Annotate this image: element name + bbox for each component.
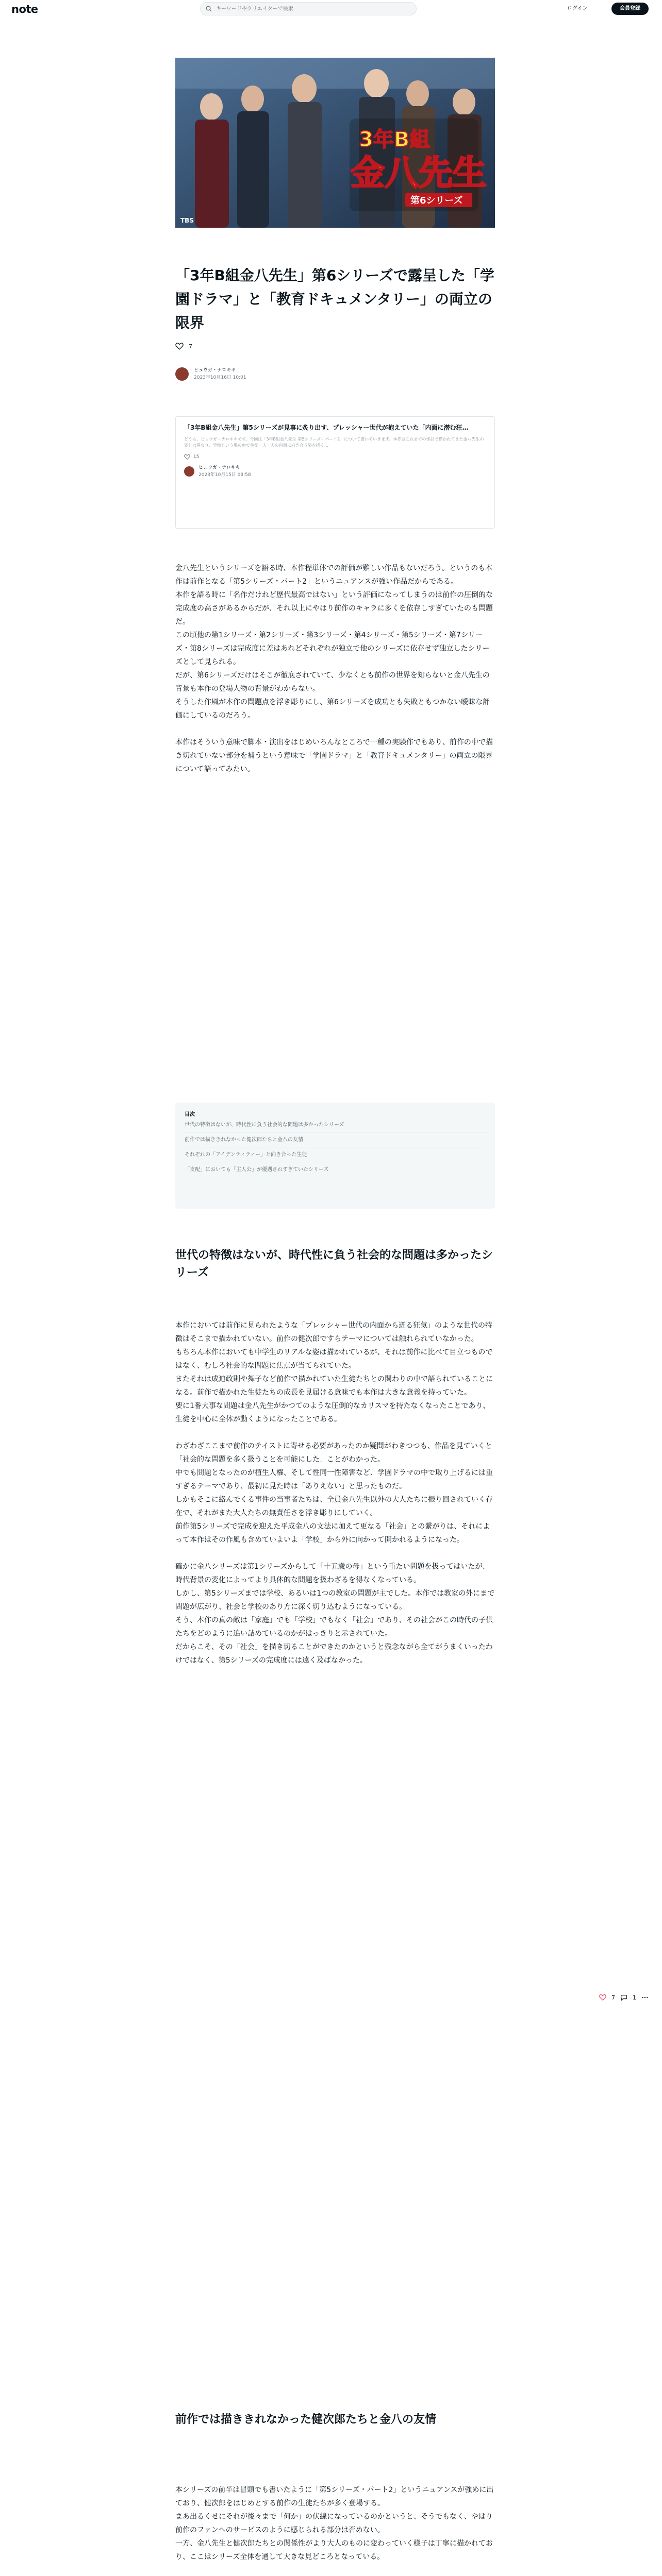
embedded-article-card[interactable] xyxy=(175,416,495,529)
search-input[interactable] xyxy=(216,6,402,12)
intro-body xyxy=(175,562,495,776)
heart-icon[interactable] xyxy=(599,1994,606,2001)
paragraph: そうした作風が本作の問題点を浮き彫りにし、第6シリーズを成功とも失敗ともつかない曖昧な評価にしているのだろう。 xyxy=(175,698,490,720)
section-body xyxy=(175,2483,495,2576)
section-heading: 世代の特徴はないが、時代性に負う社会的な問題は多かったシリーズ xyxy=(175,1249,493,1279)
show-logo-line3: 第6シリーズ xyxy=(410,195,463,206)
toc-item[interactable]: 「支配」においても「主人公」が優遇されすぎていたシリーズ xyxy=(185,1162,486,1177)
paragraph: 一方、金八先生と健次郎たちとの関係性がより大人のものに変わっていく様子は丁寧に描かれており、ここはシリーズ全体を通して大きな見どころとなっている。 xyxy=(175,2539,493,2561)
paragraph: そう、本作の真の敵は「家庭」でも「学校」でもなく「社会」であり、その社会がこの時代の子供たちをどのように追い詰めているのかがはっきりと示されていた。 xyxy=(175,1616,493,1638)
paragraph: しかもそこに絡んでくる事件の当事者たちは、全員金八先生以外の大人たちに振り回されていく存在で、それがまた大人たちの無責任さを浮き彫りにしていく。 xyxy=(175,1496,493,1517)
like-count: 7 xyxy=(189,343,192,350)
signup-button[interactable]: 会員登録 xyxy=(611,3,649,15)
floating-comment-count: 1 xyxy=(633,1994,636,2001)
paragraph: 本作においては前作に見られたような「プレッシャー世代の内面から迸る狂気」のような世代の特徴はそこまで描かれていない。前作の健次郎ですらテーマについては触れられていなかった。 xyxy=(175,1321,493,1343)
floating-actions xyxy=(599,1994,649,2001)
paragraph xyxy=(175,2564,495,2576)
avatar xyxy=(184,466,194,477)
paragraph: しかし、第5シリーズまでは学校、あるいは1つの教室の問題が主でした。本作では教室の外にまで問題が広がり、社会と学校のあり方に深く切り込むようになっている。 xyxy=(175,1589,495,1611)
embed-author-name: ヒュウガ・ナロキキ xyxy=(198,465,241,470)
note-logo[interactable]: note xyxy=(11,3,38,15)
site-header xyxy=(0,0,662,19)
toc-item[interactable]: 世代の特徴はないが、時代性に負う社会的な問題は多かったシリーズ xyxy=(185,1117,486,1132)
heart-icon xyxy=(184,454,190,460)
paragraph: まあ出るくせにそれが後々まで「何か」の伏線になっているのかというと、そうでもなく、やはり前作のファンへのサービスのように感じられる部分は否めない。 xyxy=(175,2513,493,2534)
paragraph: 前作第5シリーズで完成を迎えた平成金八の文法に加えて更なる「社会」との繋がりは、それによって本作はその作風も含めていよいよ「学校」から外に向かって開かれるようになった。 xyxy=(175,1522,490,1544)
publish-date: 2023年10月16日 10:01 xyxy=(194,375,246,380)
paragraph: 要に1番大事な問題は金八先生がかつてのような圧倒的なカリスマを持たなくなったことであり、生徒を中心に全体が動くようになったことである。 xyxy=(175,1402,490,1423)
like-row xyxy=(175,342,495,350)
embed-description: どうも、ヒュウガ・ナロキキです。今回は「3年B組金八先生 第5シリーズ・パート2」について書いていきます。本作はこれまでの作品で描かれてきた金八先生の姿とは異なり、学校という場の中で生徒一人一人の内面に向き合う姿を描く… xyxy=(184,437,484,448)
paragraph: 本作はそういう意味で脚本・演出をはじめいろんなところで一種の実験作でもあり、前作の中で描き切れていない部分を補うという意味で「学園ドラマ」と「教育ドキュメンタリー」の両立の限界について語ってみたい。 xyxy=(175,738,493,773)
heart-icon[interactable] xyxy=(175,342,184,350)
show-logo-line1: 3年B組 xyxy=(359,128,431,151)
avatar[interactable] xyxy=(175,367,189,381)
paragraph xyxy=(175,1426,495,1439)
paragraph: もちろん本作においても中学生のリアルな姿は描かれているが、それは前作に比べて目立つものではなく、むしろ社会的な問題に焦点が当てられていた。 xyxy=(175,1348,493,1370)
paragraph: この頃他の第1シリーズ・第2シリーズ・第3シリーズ・第4シリーズ・第5シリーズ・第7シリーズ・第8シリーズは完成度に差はあれどそれぞれが独立で他のシリーズに依存せず独立したシリーズとして見られる。 xyxy=(175,631,490,666)
article-title: 「3年B組金八先生」第6シリーズで露呈した「学園ドラマ」と「教育ドキュメンタリー」の両立の限界 xyxy=(175,267,494,331)
login-button[interactable]: ログイン xyxy=(567,6,588,11)
show-logo-line2: 金八先生 xyxy=(351,153,487,193)
paragraph: 確かに金八シリーズは第1シリーズからして「十五歳の母」という重たい問題を扱ってはいたが、時代背景の変化によってより具体的な問題を扱わざるを得なくなっている。 xyxy=(175,1563,490,1584)
toc-heading: 目次 xyxy=(185,1112,195,1117)
paragraph: またそれは成迫政則や舞子など前作で描かれていた生徒たちとの関わりの中で語られていることになる。前作で描かれた生徒たちの成長を見届ける意味でも本作は大きな意義を持っていた。 xyxy=(175,1375,493,1397)
paragraph: 本シリーズの前半は冒頭でも書いたように「第5シリーズ・パート2」というニュアンスが強めに出ており、健次郎をはじめとする前作の生徒たちが多く登場する。 xyxy=(175,2486,494,2507)
paragraph: だが、第6シリーズだけはそこが徹底されていて、少なくとも前作の世界を知らないと金八先生の背景も本作の登場人物の背景がわからない。 xyxy=(175,671,490,693)
embed-date: 2023年10月15日 08:58 xyxy=(198,472,251,478)
paragraph: だからこそ、その「社会」を描き切ることができたのかというと残念ながら全てがうまくいったわけではなく、第5シリーズの完成度には遠く及ばなかった。 xyxy=(175,1643,493,1665)
toc-item[interactable]: それぞれの「アイデンティティー」と向き合った生徒 xyxy=(185,1147,486,1162)
paragraph xyxy=(175,1547,495,1560)
floating-like-count: 7 xyxy=(611,1994,615,2001)
search-box[interactable] xyxy=(200,2,417,15)
paragraph: 中でも問題となったのが植生人権、そして性同一性障害など、学園ドラマの中で取り上げるには重すぎるテーマであり、最初に見た時は「ありえない」と思ったものだ。 xyxy=(175,1469,493,1490)
tbs-badge: TBS xyxy=(180,217,194,224)
comment-icon[interactable] xyxy=(620,1994,627,2001)
embed-like-count: 15 xyxy=(193,454,200,460)
section-heading: 前作では描ききれなかった健次郎たちと金八の友情 xyxy=(175,2413,437,2426)
toc-item[interactable]: 前作では描ききれなかった健次郎たちと金八の友情 xyxy=(185,1132,486,1147)
more-icon[interactable] xyxy=(641,1994,649,2001)
paragraph xyxy=(175,722,495,736)
paragraph: 本作を語る時に「名作だけれど歴代最高ではない」という評価になってしまうのは前作の圧倒的な完成度の高さがあるからだが、それ以上にやはり前作のキャラに多くを依存しすぎていたのも問題だ。 xyxy=(175,591,493,626)
table-of-contents xyxy=(175,1103,495,1209)
search-icon xyxy=(206,6,212,12)
embed-title[interactable]: 「3年B組金八先生」第5シリーズが見事に炙り出す、プレッシャー世代が抱えていた「内面に潜む狂… xyxy=(184,424,469,431)
paragraph: 金八先生というシリーズを語る時、本作程単体での評価が難しい作品もないだろう。というのも本作は前作となる「第5シリーズ・パート2」というニュアンスが強い作品だからである。 xyxy=(175,564,493,586)
paragraph: わざわざここまで前作のテイストに寄せる必要があったのか疑問がわきつつも、作品を見ていくと「社会的な問題を多く扱うことを可能にした」ことがわかった。 xyxy=(175,1442,492,1464)
author-name[interactable]: ヒュウガ・ナロキキ xyxy=(194,368,236,373)
section-body xyxy=(175,1319,495,1667)
hero-image xyxy=(175,58,495,228)
author-row xyxy=(175,367,495,381)
